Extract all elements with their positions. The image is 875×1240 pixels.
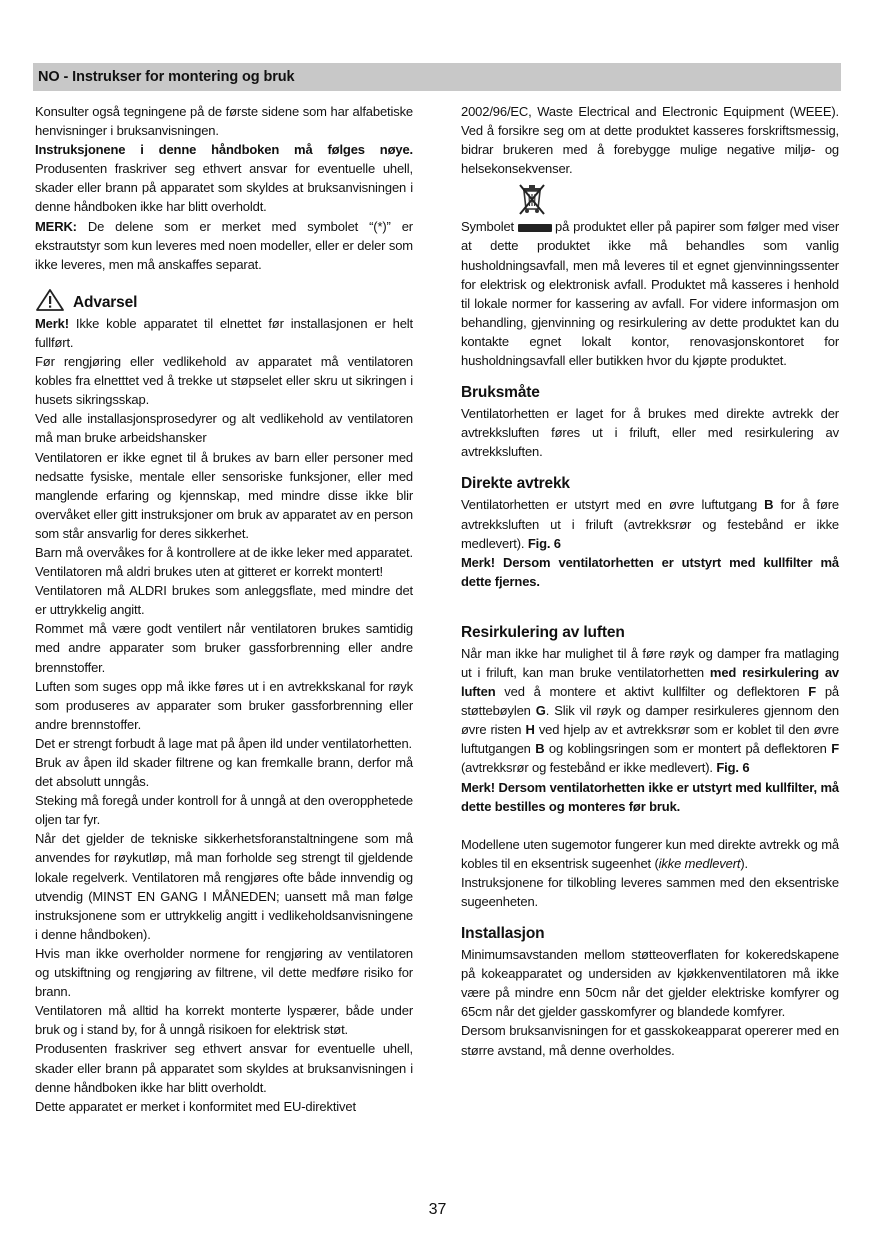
section-title: NO - Instrukser for montering og bruk — [38, 69, 295, 85]
heading-resirkulering: Resirkulering av luften — [461, 623, 625, 641]
bruksmate-paragraph: Ventilatorhetten er laget for å brukes med direkte avtrekk der avtrekksluften føres ut i friluft, eller med resirkulering av avtrekksluften. — [461, 406, 839, 460]
section-header — [33, 63, 841, 91]
warning-heading: Advarsel — [35, 288, 413, 312]
warning-item: Ventilatoren må aldri brukes uten at gitteret er korrekt montert! — [35, 564, 383, 580]
intro-paragraph: Konsulter også tegningene på de første sidene som har alfabetiske henvisninger i bruksanvisningen. — [35, 104, 413, 139]
warning-item: Det er strengt forbudt å lage mat på åpen ild under ventilatorhetten. — [35, 735, 413, 751]
installasjon-paragraph-2: Dersom bruksanvisningen for et gasskokeapparat opererer med en større avstand, må denne overholdes. — [461, 1023, 839, 1058]
warning-item: Før rengjøring eller vedlikehold av apparatet må ventilatoren kobles fra elnetttet ved å trekke ut støpselet eller skru ut sikringen i husets sikringsskap. — [35, 354, 413, 408]
heading-installasjon: Installasjon — [461, 925, 545, 943]
crossed-bin-icon — [517, 181, 547, 217]
warning-item: Når det gjelder de tekniske sikkerhetsforanstaltningene som må anvendes for røykutløp, må man forholde seg strengt til gjeldende lokale regelverk. Ventilatoren må rengjøres ofte både innvendig og utvendig (MINST EN GANG I MÅNEDEN; uansett må man følge instruksjonene som er uttrykkelig angitt i vedlikeholdsanvisningene i denne håndboken). — [35, 831, 413, 942]
direkte-paragraph: Ventilatorhetten er utstyrt med en øvre luftutgang B for å føre avtrekksluften ut i friluft (avtrekksrør og festebånd er ikke medlevert). Fig. 6 — [461, 497, 839, 551]
warning-item: Steking må foregå under kontroll for å unngå at den overopphetede oljen tar fyr. — [35, 793, 413, 828]
warning-item: Produsenten fraskriver seg ethvert ansvar for eventuelle uhell, skader eller brann på apparatet som skyldes at bruksanvisningen i denne håndboken ikke har blitt overholdt. — [35, 1041, 413, 1095]
warning-item: Dette apparatet er merket i konformitet med EU-direktivet — [35, 1098, 356, 1114]
warning-item: Ventilatoren må ALDRI brukes som anleggsflate, med mindre det er uttrykkelig angitt. — [35, 583, 413, 618]
left-column — [35, 102, 413, 1116]
warning-item: Luften som suges opp må ikke føres ut i en avtrekkskanal for røyk som produseres av apparater som bruker gassforbrenning eller andre brennstoffer. — [35, 678, 413, 732]
page-number: 37 — [428, 1201, 447, 1218]
weee-paragraph: 2002/96/EC, Waste Electrical and Electronic Equipment (WEEE). Ved å forsikre seg om at dette produktet kasseres forskriftsmessig, bidrar brukeren med å forebygge mulige negative miljø- og helsekonsekvenser. — [461, 104, 839, 177]
installasjon-paragraph: Minimumsavstanden mellom støtteoverflaten for kokeredskapene på kokeapparatet og undersiden av kjøkkenventilatoren må ikke være på mindre enn 50cm når det gjelder elektriske komfyrer og 65cm når det gjelder gasskomfyrer og blandede komfyrer. — [461, 947, 839, 1020]
resirkulering-note: Merk! Dersom ventilatorhetten ikke er utstyrt med kullfilter, må dette bestilles og monteres før bruk. — [461, 779, 839, 814]
warning-triangle-icon — [35, 288, 65, 312]
models-paragraph: Modellene uten sugemotor fungerer kun med direkte avtrekk og må kobles til en eksentrisk sugeenhet (ikke medlevert). — [461, 836, 839, 871]
right-column — [461, 102, 839, 1060]
direkte-note: Merk! Dersom ventilatorhetten er utstyrt med kullfilter må dette fjernes. — [461, 554, 839, 589]
warning-item: Merk! Ikke koble apparatet til elnettet før installasjonen er helt fullført. — [35, 315, 413, 350]
heading-direkte-avtrekk: Direkte avtrekk — [461, 475, 570, 493]
warning-item: Rommet må være godt ventilert når ventilatoren brukes samtidig med andre apparater som bruker gassforbrenning eller andre brennstoffer. — [35, 621, 413, 675]
warning-item: Ved alle installasjonsprosedyrer og alt vedlikehold av ventilatoren må man bruke arbeidshansker — [35, 411, 413, 446]
resirkulering-paragraph: Når man ikke har mulighet til å føre røyk og damper fra matlaging ut i friluft, kan man bruke ventilatorhetten med resirkulering av luften ved å montere et aktivt kullfilter og deflektoren F på støttebøylen G. Slik vil røyk og damper resirkuleres gjennom den øvre risten H ved hjelp av et avtrekksrør som er koblet til den øvre luftutgangen B og koblingsringen som er montert på deflektoren F (avtrekksrør og festebånd er ikke medlevert). Fig. 6 — [461, 645, 839, 776]
note-paragraph: MERK: De delene som er merket med symbolet “(*)” er ekstrautstyr som kun leveres med noen modeller, eller er deler som ikke leveres, men må anskaffes separat. — [35, 218, 413, 272]
warning-item: Ventilatoren må alltid ha korrekt monterte lyspærer, både under bruk og i stand by, for å unngå risikoen for elektrisk støt. — [35, 1003, 413, 1038]
warning-item: Bruk av åpen ild skader filtrene og kan fremkalle brann, derfor må det absolutt unngås. — [35, 755, 413, 790]
heading-bruksmate: Bruksmåte — [461, 384, 540, 402]
instructions-paragraph: Instruksjonene i denne håndboken må følges nøye. Produsenten fraskriver seg ethvert ansvar for eventuelle uhell, skader eller brann på apparatet som skyldes at bruksanvisningen i denne håndboken ikke har blitt overholdt. — [35, 142, 413, 215]
warning-item: Ventilatoren er ikke egnet til å brukes av barn eller personer med nedsatte fysiske, mentale eller sensoriske funksjoner, eller med manglende erfaring og kjennskap, med mindre disse ikke blir overvåket eller gitt instruksjoner om bruk av apparatet av en person som står ansvarlig for deres sikkerhet. — [35, 449, 413, 541]
connection-paragraph: Instruksjonene for tilkobling leveres sammen med den eksentriske sugeenheten. — [461, 874, 839, 909]
warning-item: Hvis man ikke overholder normene for rengjøring av ventilatoren og utskiftning og rengjøring av filtrene, vil dette medføre risiko for brann. — [35, 945, 413, 1000]
warning-item: Barn må overvåkes for å kontrollere at de ikke leker med apparatet. — [35, 544, 413, 560]
weee-bar-symbol-icon — [518, 224, 552, 232]
symbol-paragraph: Symbolet på produktet eller på papirer som følger med viser at dette produktet ikke må behandles som vanlig husholdningsavfall, men må leveres til et egnet gjenvinningssenter for elektrisk og elektronisk avfall. Produktet må kasseres i henhold til lokale normer for kassering av avfall. For videre informasjon om behandling, gjenvinning og resirkulering av dette produktet kan du kontakte egnet lokalt kontor, renovasjonskontoret for husholdningsavfall eller butikken hvor du kjøpte produktet. — [461, 219, 839, 369]
